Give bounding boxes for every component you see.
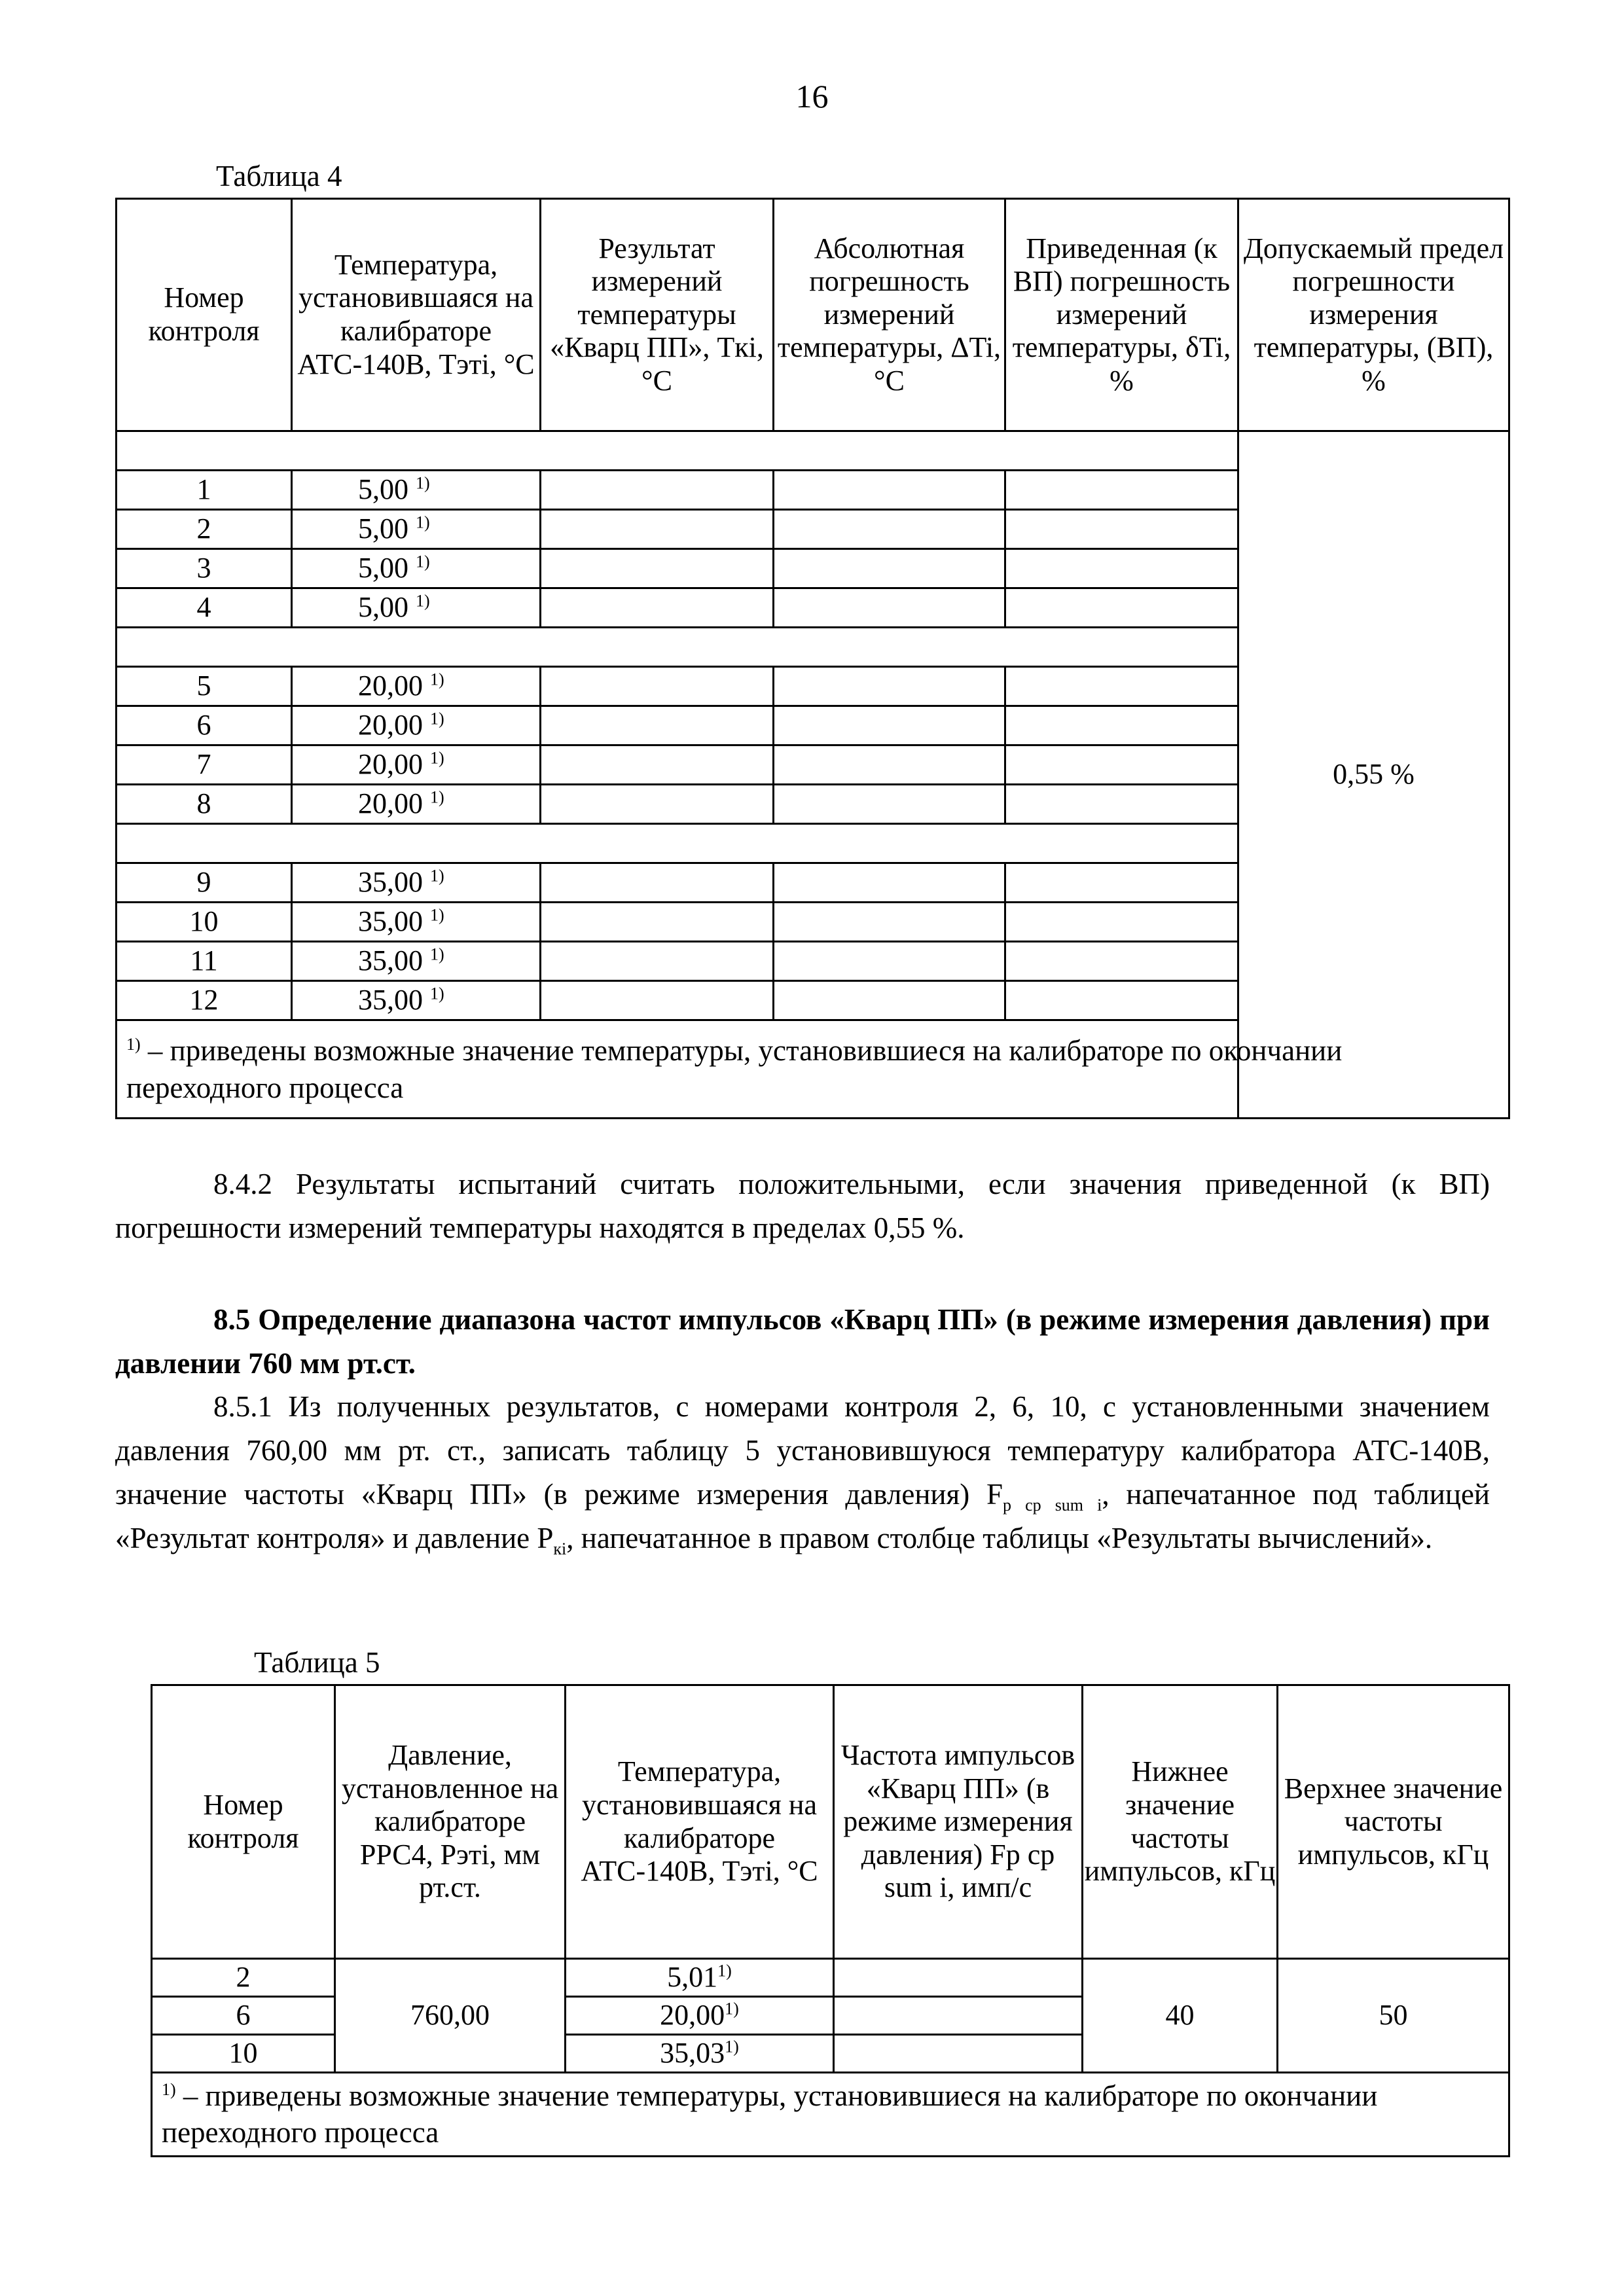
table-row: [152, 1959, 1509, 1997]
empty-cell: [834, 1959, 1083, 1997]
footnote-mark: 1): [430, 709, 444, 728]
table5-footnote: [152, 2073, 1509, 2157]
empty-cell: [774, 903, 1005, 942]
control-number: 10: [117, 903, 292, 942]
empty-cell: [541, 471, 774, 510]
temperature-value: 35,00: [358, 984, 423, 1016]
temperature-value: 20,00: [358, 709, 423, 742]
footnote-mark: 1): [430, 748, 444, 768]
control-number: 8: [117, 785, 292, 824]
empty-cell: [541, 863, 774, 903]
table4-footnote: [117, 1020, 1509, 1119]
table5-header-cell: Частота импульсов «Кварц ПП» (в режиме измерения давления) Fp ср sum i, имп/с: [834, 1685, 1083, 1959]
footnote-mark: 1): [430, 905, 444, 925]
empty-cell: [1005, 942, 1238, 981]
empty-cell: [774, 471, 1005, 510]
table5-header-cell: Давление, установленное на калибраторе РРС4, Pэтi, мм рт.ст.: [335, 1685, 566, 1959]
empty-cell: [1005, 981, 1238, 1020]
control-number: 11: [117, 942, 292, 981]
temperature-value: 5,00: [358, 473, 408, 506]
footnote-mark: 1): [416, 473, 430, 493]
control-number: 2: [117, 510, 292, 549]
empty-cell: [541, 785, 774, 824]
empty-cell: [541, 667, 774, 706]
empty-cell: [774, 706, 1005, 745]
table5: [151, 1684, 1510, 2157]
temperature-value: 35,00: [358, 905, 423, 938]
empty-cell: [1005, 745, 1238, 785]
table4-header-cell: Абсолютная погрешность измерений температуры, ΔTi, °С: [774, 199, 1005, 431]
empty-cell: [1005, 549, 1238, 588]
table5-header-cell: Температура, установившаяся на калибраторе АТС-140В, Tэтi, °С: [566, 1685, 834, 1959]
temperature-value: 20,00: [358, 748, 423, 781]
footnote-mark: 1): [725, 1999, 739, 2018]
table5-header-cell: Нижнее значение частоты импульсов, кГц: [1083, 1685, 1278, 1959]
calibrator-temperature: [292, 706, 541, 745]
footnote-mark: 1): [430, 787, 444, 807]
table5-header-cell: Верхнее значение частоты импульсов, кГц: [1278, 1685, 1509, 1959]
table4-header-cell: Номер контроля: [117, 199, 292, 431]
empty-cell: [774, 588, 1005, 628]
upper-frequency: 50: [1278, 1959, 1509, 2073]
footnote-mark: 1): [416, 512, 430, 532]
control-number: 3: [117, 549, 292, 588]
control-number: 1: [117, 471, 292, 510]
calibrator-temperature: [292, 471, 541, 510]
control-number: 2: [152, 1959, 335, 1997]
table5-header-cell: Номер контроля: [152, 1685, 335, 1959]
table4-header-cell: Допускаемый предел погрешности измерения температуры, (ВП), %: [1238, 199, 1509, 431]
temperature-value: 35,03: [660, 2037, 725, 2070]
calibrator-temperature: [292, 745, 541, 785]
control-number: 10: [152, 2035, 335, 2073]
calibrator-temperature: [292, 942, 541, 981]
table4-group-separator: [117, 431, 1238, 471]
footnote-mark: 1): [126, 1035, 141, 1054]
temperature-value: 20,00: [358, 670, 423, 702]
table4-group-separator: [117, 628, 1238, 667]
empty-cell: [774, 785, 1005, 824]
empty-cell: [774, 745, 1005, 785]
temperature-value: 5,01: [667, 1961, 718, 1994]
calibrator-temperature: [566, 1959, 834, 1997]
empty-cell: [1005, 667, 1238, 706]
footnote-text: – приведены возможные значение температуры, установившиеся на калибраторе по окончании переходного процесса: [126, 1034, 1343, 1104]
empty-cell: [1005, 863, 1238, 903]
empty-cell: [1005, 903, 1238, 942]
empty-cell: [541, 745, 774, 785]
table4-caption: Таблица 4: [216, 160, 342, 192]
control-number: 6: [117, 706, 292, 745]
calibrator-temperature: [292, 667, 541, 706]
table4-limit-cell: 0,55 %: [1238, 431, 1509, 1119]
empty-cell: [774, 549, 1005, 588]
footnote-text: – приведены возможные значение температуры, установившиеся на калибраторе по окончании переходного процесса: [162, 2079, 1378, 2149]
temperature-value: 5,00: [358, 552, 408, 584]
calibrator-temperature: [292, 785, 541, 824]
footnote-mark: 1): [416, 552, 430, 571]
paragraph-8-5-1: 8.5.1 Из полученных результатов, с номерами контроля 2, 6, 10, с установленными значением давления 760,00 мм рт. ст., записать таблицу 5 установившуюся температуру калибратора АТС-140В, значение частоты «Кварц ПП» (в режиме измерения давления) $F_{p ср sum i}$, напечатанное под таблицей «Результат контроля» и давление $P_{кi}$, напечатанное в правом столбце таблицы «Результаты вычислений».: [115, 1390, 1490, 1558]
empty-cell: [1005, 510, 1238, 549]
control-number: 12: [117, 981, 292, 1020]
empty-cell: [541, 706, 774, 745]
paragraph-8-4-2: 8.4.2 Результаты испытаний считать положительными, если значения приведенной (к ВП) погрешности измерений температуры находятся в пределах 0,55 %.: [115, 1168, 1490, 1244]
footnote-mark: 1): [717, 1961, 732, 1981]
empty-cell: [774, 863, 1005, 903]
temperature-value: 35,00: [358, 944, 423, 977]
section-8-5-title: 8.5 Определение диапазона частот импульсов «Кварц ПП» (в режиме измерения давления) при давлении 760 мм рт.ст.: [115, 1303, 1490, 1380]
empty-cell: [541, 981, 774, 1020]
empty-cell: [1005, 588, 1238, 628]
empty-cell: [774, 942, 1005, 981]
empty-cell: [1005, 471, 1238, 510]
calibrator-temperature: [292, 588, 541, 628]
footnote-mark: 1): [416, 591, 430, 611]
calibrator-temperature: [566, 1997, 834, 2035]
footnote-mark: 1): [430, 670, 444, 689]
temperature-value: 35,00: [358, 866, 423, 899]
empty-cell: [834, 1997, 1083, 2035]
calibrator-temperature: [292, 510, 541, 549]
page-number: 16: [795, 78, 829, 115]
footnote-mark: 1): [725, 2037, 739, 2056]
calibrator-temperature: [292, 863, 541, 903]
temperature-value: 5,00: [358, 591, 408, 624]
empty-cell: [774, 510, 1005, 549]
table4-group-separator: [117, 824, 1238, 863]
table4: [115, 198, 1510, 1119]
control-number: 7: [117, 745, 292, 785]
empty-cell: [541, 942, 774, 981]
calibrator-temperature: [292, 549, 541, 588]
table5-caption: Таблица 5: [254, 1646, 380, 1679]
table4-header-cell: Приведенная (к ВП) погрешность измерений температуры, δTi, %: [1005, 199, 1238, 431]
footnote-mark: 1): [430, 984, 444, 1003]
control-number: 9: [117, 863, 292, 903]
temperature-value: 20,00: [358, 787, 423, 820]
footnote-mark: 1): [430, 944, 444, 964]
lower-frequency: 40: [1083, 1959, 1278, 2073]
empty-cell: [834, 2035, 1083, 2073]
temperature-value: 5,00: [358, 512, 408, 545]
footnote-mark: 1): [430, 866, 444, 886]
empty-cell: [541, 549, 774, 588]
control-number: 6: [152, 1997, 335, 2035]
empty-cell: [774, 981, 1005, 1020]
empty-cell: [541, 903, 774, 942]
pressure-value: 760,00: [335, 1959, 566, 2073]
table4-header-cell: Результат измерений температуры «Кварц ПП», Tкi, °С: [541, 199, 774, 431]
empty-cell: [541, 510, 774, 549]
calibrator-temperature: [566, 2035, 834, 2073]
empty-cell: [541, 588, 774, 628]
control-number: 5: [117, 667, 292, 706]
empty-cell: [1005, 706, 1238, 745]
footnote-mark: 1): [162, 2080, 176, 2099]
calibrator-temperature: [292, 903, 541, 942]
table4-header-cell: Температура, установившаяся на калибраторе АТС-140В, Tэтi, °С: [292, 199, 541, 431]
calibrator-temperature: [292, 981, 541, 1020]
control-number: 4: [117, 588, 292, 628]
empty-cell: [774, 667, 1005, 706]
empty-cell: [1005, 785, 1238, 824]
temperature-value: 20,00: [660, 1999, 725, 2032]
